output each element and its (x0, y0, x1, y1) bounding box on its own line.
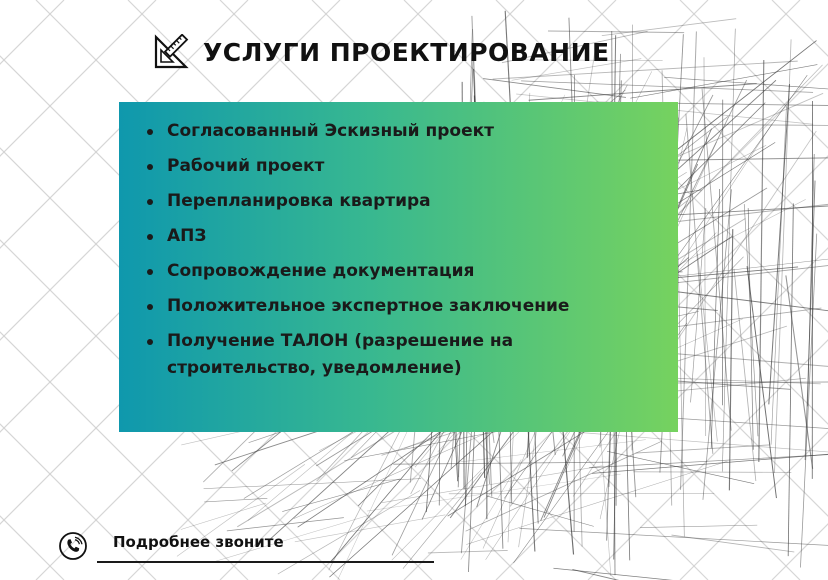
ruler-triangle-icon (153, 34, 189, 70)
service-label: Перепланировка квартира (167, 191, 431, 211)
services-panel (119, 102, 678, 432)
page-title: УСЛУГИ ПРОЕКТИРОВАНИЕ (203, 37, 610, 67)
service-label: Получение ТАЛОН (разрешение на строительство, уведомление) (167, 331, 514, 378)
service-item (145, 153, 658, 180)
bullet-icon (147, 269, 153, 275)
bullet-icon (147, 199, 153, 205)
bullet-icon (147, 129, 153, 135)
footer-divider (97, 561, 434, 563)
service-item (145, 188, 658, 215)
service-label: АПЗ (167, 226, 207, 246)
service-item (145, 258, 658, 285)
service-label: Рабочий проект (167, 156, 325, 176)
bullet-icon (147, 164, 153, 170)
services-list (145, 118, 658, 382)
service-item (145, 328, 658, 382)
service-label: Положительное экспертное заключение (167, 296, 570, 316)
bullet-icon (147, 339, 153, 345)
bullet-icon (147, 304, 153, 310)
call-prompt: Подробнее звоните (113, 533, 284, 551)
header (153, 32, 610, 72)
service-label: Сопровождение документация (167, 261, 475, 281)
service-item (145, 223, 658, 250)
service-item (145, 118, 658, 145)
phone-icon (58, 531, 88, 561)
bullet-icon (147, 234, 153, 240)
service-item (145, 293, 658, 320)
service-label: Согласованный Эскизный проект (167, 121, 494, 141)
